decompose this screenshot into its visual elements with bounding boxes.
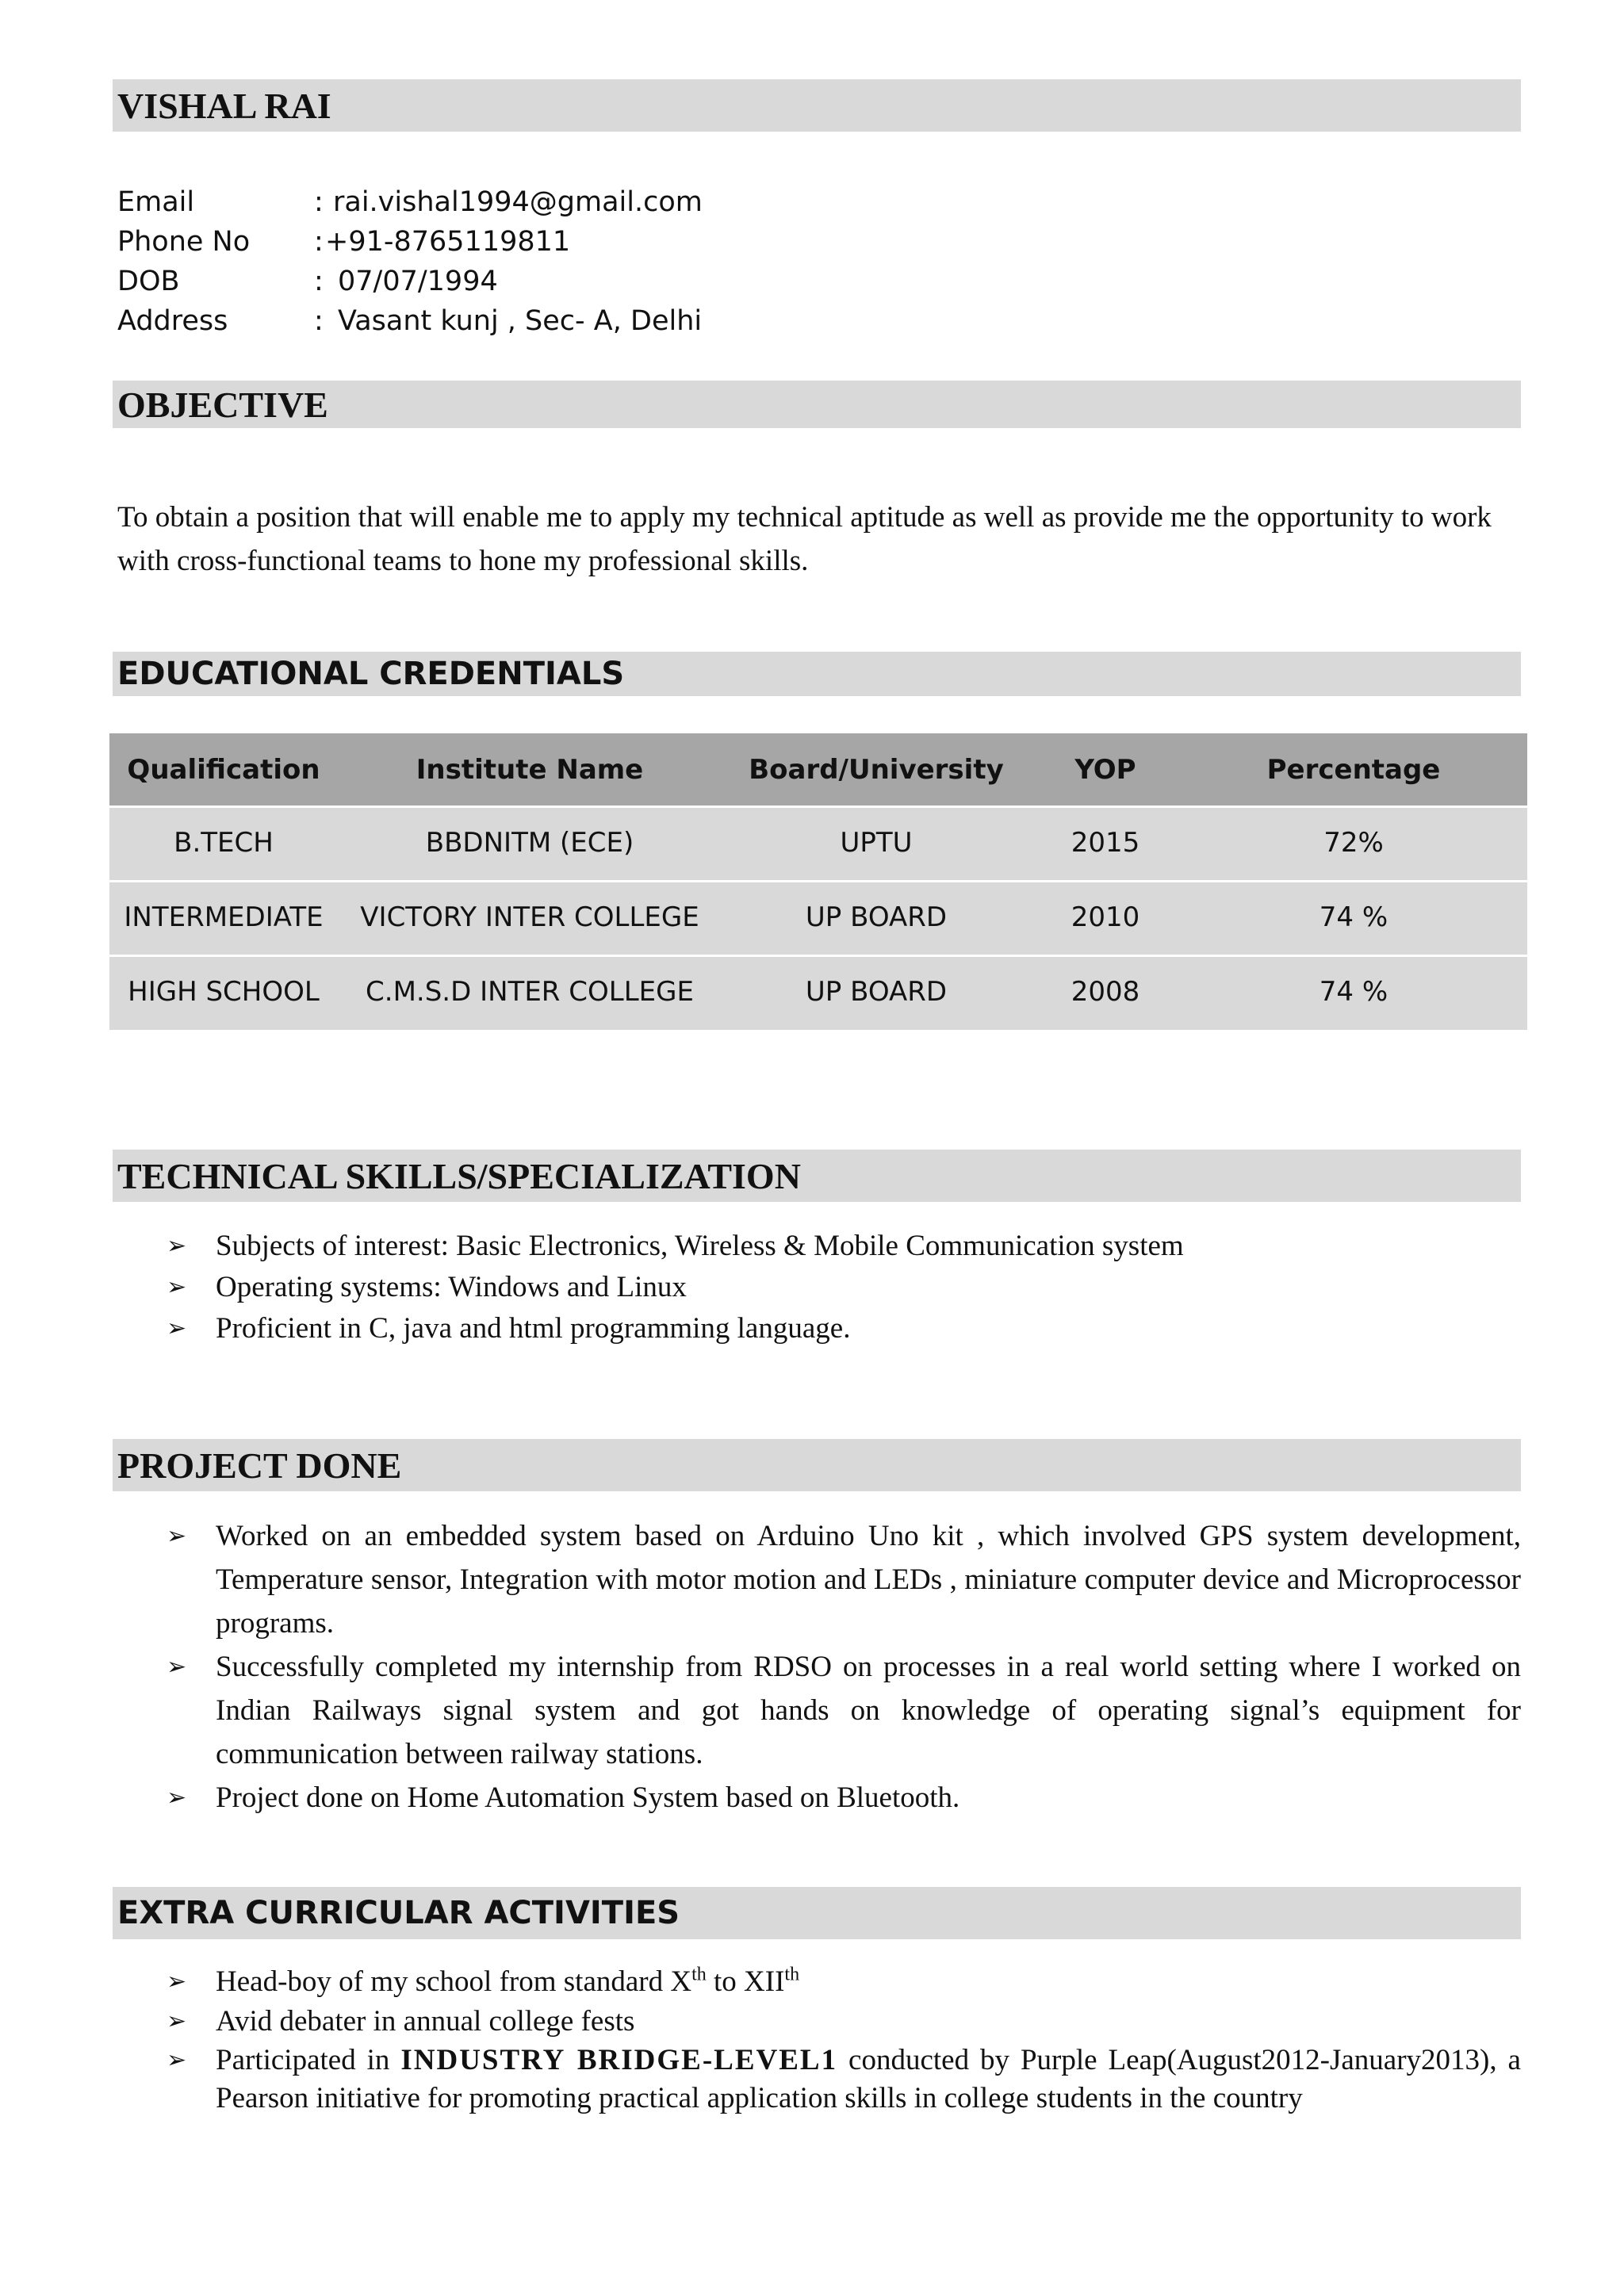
table-cell: UP BOARD: [722, 881, 1031, 955]
arrow-bullet-icon: ➢: [167, 2007, 187, 2035]
list-item: [117, 1266, 1521, 1307]
table-cell: UPTU: [722, 806, 1031, 881]
arrow-bullet-icon: ➢: [167, 1232, 187, 1260]
education-table: [109, 733, 1527, 1030]
phone-label: Phone No: [117, 226, 251, 258]
name-heading: [113, 79, 1521, 132]
table-cell: BBDNITM (ECE): [338, 806, 722, 881]
arrow-bullet-icon: ➢: [167, 1273, 187, 1301]
address-label: Address: [117, 305, 228, 337]
extra-curricular-heading-text: EXTRA CURRICULAR ACTIVITIES: [117, 1895, 680, 1931]
column-header: Qualification: [109, 733, 338, 806]
list-item: [117, 2002, 1521, 2042]
technical-skills-list: [117, 1225, 1521, 1349]
table-cell: C.M.S.D INTER COLLEGE: [338, 955, 722, 1030]
objective-heading: [113, 381, 1521, 428]
separator: :: [314, 226, 324, 258]
industry-bridge-highlight: INDUSTRY BRIDGE-LEVEL1: [400, 2044, 838, 2076]
arrow-bullet-icon: ➢: [167, 2046, 187, 2074]
list-item-text: Head-boy of my school from standard Xth to XIIth: [216, 1964, 800, 1998]
list-item-text: Operating systems: Windows and Linux: [216, 1271, 687, 1303]
column-header: Percentage: [1180, 733, 1527, 806]
technical-skills-heading: [113, 1150, 1521, 1202]
dob-value: 07/07/1994: [338, 266, 498, 297]
separator: :: [314, 305, 324, 337]
arrow-bullet-icon: ➢: [167, 1968, 187, 1996]
phone-value: +91-8765119811: [325, 226, 571, 258]
table-cell: 74 %: [1180, 881, 1527, 955]
table-cell: B.TECH: [109, 806, 338, 881]
address-row: [117, 301, 703, 341]
dob-label: DOB: [117, 266, 180, 297]
projects-heading: [113, 1439, 1521, 1491]
list-item-text: Participated in INDUSTRY BRIDGE-LEVEL1 conducted by Purple Leap(August2012-January2013), a Pearson initiative for promoting practical application skills in college students in the country: [216, 2044, 1521, 2114]
email-label: Email: [117, 186, 195, 218]
email-value: rai.vishal1994@gmail.com: [333, 186, 703, 218]
contact-details: [117, 182, 703, 341]
list-item: [117, 1307, 1521, 1349]
column-header: Institute Name: [338, 733, 722, 806]
arrow-bullet-icon: ➢: [167, 1314, 187, 1342]
list-item: [117, 1962, 1521, 2002]
table-cell: 72%: [1180, 806, 1527, 881]
table-cell: INTERMEDIATE: [109, 881, 338, 955]
list-item: [117, 1645, 1521, 1776]
list-item: [117, 1514, 1521, 1645]
list-item-text: Project done on Home Automation System based on Bluetooth.: [216, 1781, 960, 1814]
phone-row: [117, 222, 703, 262]
list-item: [117, 2042, 1521, 2118]
list-item-text: Avid debater in annual college fests: [216, 2005, 635, 2038]
table-header-row: [109, 733, 1527, 806]
list-item: [117, 1776, 1521, 1820]
projects-list: [117, 1514, 1521, 1820]
table-row: [109, 881, 1527, 955]
technical-skills-heading-text: TECHNICAL SKILLS/SPECIALIZATION: [117, 1155, 801, 1196]
extra-curricular-heading: [113, 1887, 1521, 1939]
dob-row: [117, 262, 703, 301]
table-cell: HIGH SCHOOL: [109, 955, 338, 1030]
table-cell: UP BOARD: [722, 955, 1031, 1030]
column-header: Board/University: [722, 733, 1031, 806]
list-item-text: Successfully completed my internship from RDSO on processes in a real world setting where I worked on Indian Railways signal system and got hands on knowledge of operating signal’s equipment for communication between railway stations.: [216, 1651, 1521, 1770]
candidate-name: VISHAL RAI: [117, 85, 331, 126]
extra-curricular-list: [117, 1962, 1521, 2118]
table-cell: 2015: [1031, 806, 1180, 881]
email-row: [117, 182, 703, 222]
table-cell: 2008: [1031, 955, 1180, 1030]
separator: :: [314, 186, 324, 218]
separator: :: [314, 266, 324, 297]
list-item-text: Subjects of interest: Basic Electronics, Wireless & Mobile Communication system: [216, 1230, 1184, 1262]
list-item-text: Proficient in C, java and html programming language.: [216, 1312, 851, 1345]
column-header: YOP: [1031, 733, 1180, 806]
table-cell: 74 %: [1180, 955, 1527, 1030]
list-item-text: Worked on an embedded system based on Arduino Uno kit , which involved GPS system development, Temperature sensor, Integration with motor motion and LEDs , miniature computer device and Microprocessor programs.: [216, 1520, 1521, 1640]
table-row: [109, 955, 1527, 1030]
objective-text: To obtain a position that will enable me to apply my technical aptitude as well as provide me the opportunity to work with cross-functional teams to hone my professional skills.: [117, 501, 1492, 577]
education-heading-text: EDUCATIONAL CREDENTIALS: [117, 656, 625, 692]
table-cell: 2010: [1031, 881, 1180, 955]
arrow-bullet-icon: ➢: [167, 1784, 187, 1812]
objective-heading-text: OBJECTIVE: [117, 384, 328, 425]
table-row: [109, 806, 1527, 881]
arrow-bullet-icon: ➢: [167, 1653, 187, 1681]
list-item: [117, 1225, 1521, 1266]
address-value: Vasant kunj , Sec- A, Delhi: [338, 305, 703, 337]
projects-heading-text: PROJECT DONE: [117, 1445, 402, 1486]
table-cell: VICTORY INTER COLLEGE: [338, 881, 722, 955]
education-heading: [113, 652, 1521, 696]
arrow-bullet-icon: ➢: [167, 1522, 187, 1550]
